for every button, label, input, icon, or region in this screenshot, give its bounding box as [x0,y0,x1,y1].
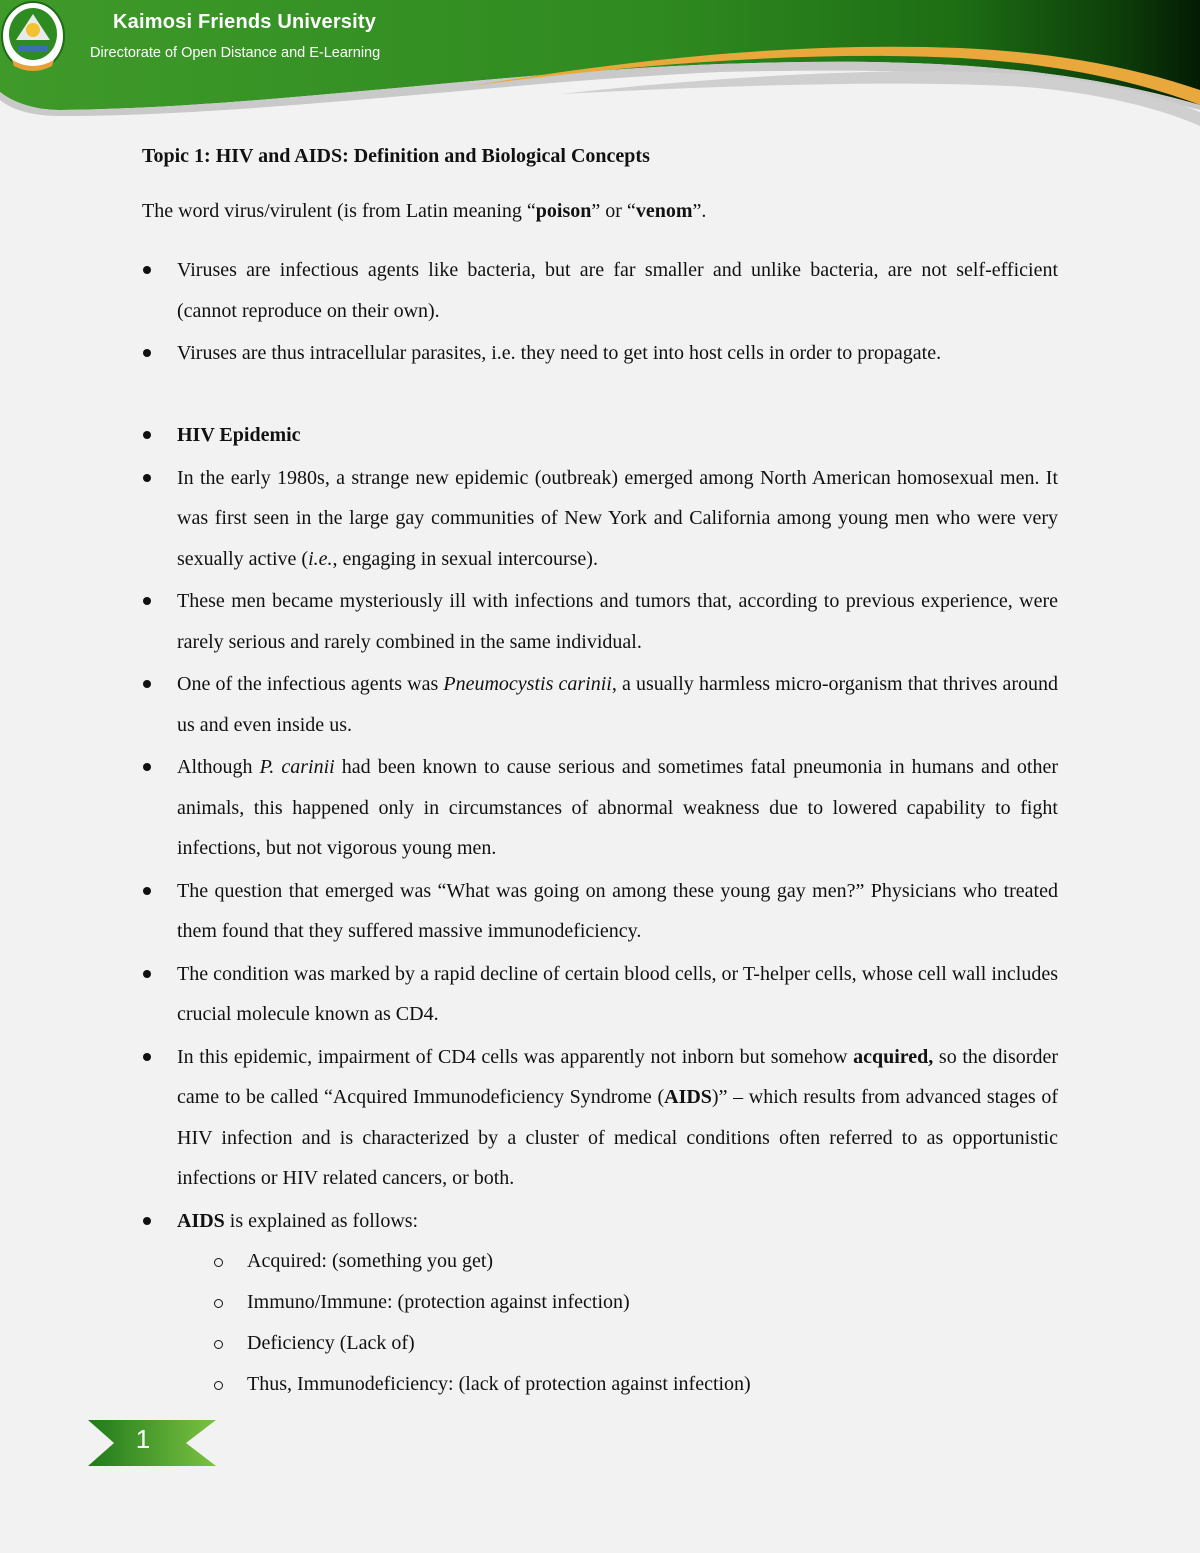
page-number-badge [88,1420,216,1466]
list-item-text: had been known to cause serious and sometimes fatal pneumonia in humans and other animals, this happened only in circumstances of abnormal weakness due to lowered capability to fight infections, but not vigorous young men. [177,756,1058,859]
section-heading: HIV Epidemic [177,424,301,446]
circle-bullet-icon [214,1258,223,1267]
sub-list-item [142,1282,1058,1323]
sub-list-item [142,1323,1058,1364]
circle-bullet-icon [214,1299,223,1308]
list-item-text: One of the infectious agents was [177,673,444,695]
bullet-icon [143,349,151,357]
term-aids: AIDS [664,1086,712,1108]
list-item-text: The question that emerged was “What was going on among these young gay men?” Physicians who treated them found that they suffered massive immunodeficiency. [177,879,1058,942]
list-item [142,954,1058,1035]
circle-bullet-icon [214,1340,223,1349]
page-number: 1 [135,1424,151,1454]
species-name: Pneumocystis carinii [443,673,612,695]
list-item-text: is explained as follows: [224,1209,419,1232]
bullet-icon [143,597,151,605]
list-item [142,250,1058,331]
directorate-name: Directorate of Open Distance and E-Learning [90,45,381,61]
list-item [142,1201,1058,1242]
circle-bullet-icon [214,1381,223,1390]
list-item-text: These men became mysteriously ill with infections and tumors that, according to previous experience, were rarely serious and rarely combined in the same individual. [177,590,1058,653]
sub-list-item [142,1364,1058,1405]
list-item-text: , engaging in sexual intercourse). [332,547,598,570]
list-item [142,581,1058,662]
sub-list-item [142,1241,1058,1282]
list-item-text: Although [177,756,260,778]
bullet-icon [143,266,151,274]
term-acquired: acquired, [853,1045,934,1068]
intro-text: ” or “ [591,200,636,222]
term-venom: venom [635,200,693,222]
list-item-text: , a usually harmless micro-organism that thrives around us and even inside us. [177,673,1058,736]
sub-list-item-text: Thus, Immunodeficiency: (lack of protection against infection) [247,1373,751,1395]
bullet-icon [143,431,151,439]
list-item [142,747,1058,869]
university-crest-logo [0,0,66,74]
bullet-icon [143,474,151,482]
bullet-icon [143,1217,151,1225]
list-item [142,415,1058,456]
list-item-text: so the disorder came to be called “Acquired Immunodeficiency Syndrome ( [177,1045,1058,1108]
epidemic-bullet-list [142,415,1058,1405]
list-item-text: Viruses are infectious agents like bacteria, but are far smaller and unlike bacteria, are not self-efficient (cannot reproduce on their own). [177,259,1058,322]
list-item [142,1037,1058,1199]
bullet-icon [143,680,151,688]
intro-paragraph [142,197,706,225]
intro-text: ”. [692,200,707,222]
sub-list-item-text: Acquired: (something you get) [247,1250,494,1272]
list-item-text: Viruses are thus intracellular parasites, i.e. they need to get into host cells in order to propagate. [177,342,942,364]
bullet-icon [143,763,151,771]
bullet-icon [143,1053,151,1061]
sub-list-item-text: Immuno/Immune: (protection against infection) [247,1291,630,1313]
virus-bullet-list [142,250,1058,374]
list-item [142,664,1058,745]
list-item-text: )” – which results from advanced stages of HIV infection and is characterized by a cluster of medical conditions often referred to as opportunistic infections or HIV related cancers, or both. [177,1086,1058,1189]
list-item-text: The condition was marked by a rapid decline of certain blood cells, or T-helper cells, whose cell wall includes crucial molecule known as CD4. [177,962,1058,1025]
term-aids: AIDS [177,1209,225,1232]
list-item [142,871,1058,952]
sub-list-item-text: Deficiency (Lack of) [247,1332,415,1354]
list-item-text: In this epidemic, impairment of CD4 cells was apparently not inborn but somehow [177,1045,854,1068]
list-item-italic: i.e. [308,547,333,570]
aids-terms-list [142,1241,1058,1405]
list-item [142,458,1058,580]
bullet-icon [143,970,151,978]
list-item [142,333,1058,374]
topic-title: Topic 1: HIV and AIDS: Definition and Biological Concepts [142,145,650,167]
species-name: P. carinii [259,756,335,778]
intro-text: The word virus/virulent (is from Latin meaning “ [142,200,536,222]
page-header [0,0,1200,135]
university-name: Kaimosi Friends University [113,11,377,33]
list-item-text: In the early 1980s, a strange new epidemic (outbreak) emerged among North American homosexual men. It was first seen in the large gay communities of New York and California among young men who were very sexually active ( [177,466,1058,570]
bullet-icon [143,887,151,895]
term-poison: poison [535,200,592,222]
